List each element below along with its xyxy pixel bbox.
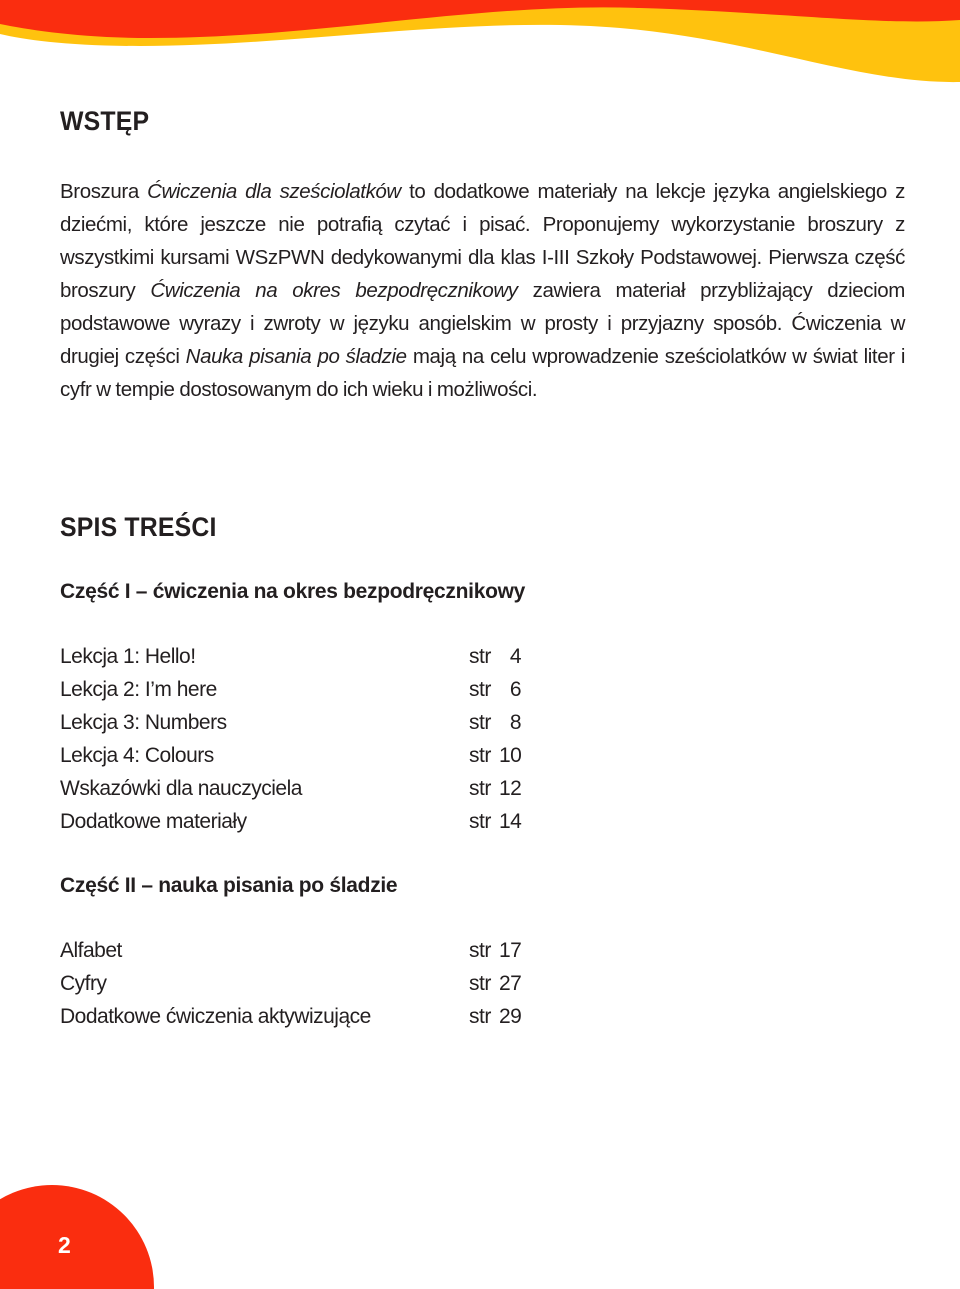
toc-entry-page: [469, 673, 529, 706]
toc-entry-label: Lekcja 2: I’m here: [60, 678, 217, 701]
toc-entry-page: [469, 805, 529, 838]
toc-entry: [60, 640, 905, 673]
toc-entry-page-number: 17: [499, 939, 522, 962]
toc-entry-page-prefix: str: [469, 711, 491, 734]
intro-text-1: Broszura: [60, 180, 148, 203]
toc-entry: [60, 934, 905, 967]
toc-part2-heading: Część II – nauka pisania po śladzie: [60, 874, 398, 897]
toc-entry-page-prefix: str: [469, 744, 491, 767]
intro-brochure-title: Ćwiczenia dla sześciolatków: [147, 180, 401, 203]
intro-text-3: zawiera materiał przybliżający dzieciom podstawowe wyrazy i zwroty w języku angielskim w prosty i przyjazny sposób. Ćwiczenia w drugiej części: [60, 279, 905, 368]
toc-entry-page-number: 27: [499, 972, 522, 995]
toc-entry-page-number: 29: [499, 1005, 522, 1028]
toc-entry-label: Dodatkowe ćwiczenia aktywizujące: [60, 1005, 371, 1028]
toc-part1-list: [60, 640, 905, 838]
toc-entry-page-number: 12: [499, 777, 522, 800]
intro-part2-title: Nauka pisania po śladzie: [185, 345, 407, 368]
toc-entry-page: [469, 967, 529, 1000]
toc-entry-page: [469, 706, 529, 739]
intro-text-4: mają na celu wprowadzenie sześciolatków w świat liter i cyfr w tempie dostosowanym do ich wieku i możliwości.: [60, 345, 905, 401]
toc-entry-page-number: 6: [509, 678, 521, 701]
toc-entry: [60, 1000, 905, 1033]
toc-entry-page-prefix: str: [469, 645, 491, 668]
toc-entry-page: [469, 772, 529, 805]
toc-entry-label: Lekcja 1: Hello!: [60, 645, 196, 668]
toc-entry-page: [469, 640, 529, 673]
toc-entry-page: [469, 1000, 529, 1033]
toc-entry-label: Cyfry: [60, 972, 107, 995]
toc-entry-page: [469, 739, 529, 772]
toc-entry: [60, 706, 905, 739]
toc-entry-page-prefix: str: [469, 1005, 491, 1028]
toc-entry-label: Alfabet: [60, 939, 122, 962]
toc-entry-page-number: 4: [509, 645, 521, 668]
toc-entry-page-prefix: str: [469, 939, 491, 962]
page-number: 2: [58, 1232, 71, 1258]
intro-paragraph: [60, 175, 905, 406]
toc-entry-page: [469, 934, 529, 967]
toc-entry-label: Wskazówki dla nauczyciela: [60, 777, 302, 800]
toc-entry: [60, 673, 905, 706]
toc-entry-page-prefix: str: [469, 777, 491, 800]
toc-part1-heading: Część I – ćwiczenia na okres bezpodręcznikowy: [60, 580, 526, 603]
toc-entry-page-prefix: str: [469, 972, 491, 995]
intro-part1-title: Ćwiczenia na okres bezpodręcznikowy: [150, 279, 518, 302]
toc-entry-page-number: 8: [509, 711, 521, 734]
toc-entry: [60, 967, 905, 1000]
toc-entry-label: Dodatkowe materiały: [60, 810, 247, 833]
corner-circle-decoration: [0, 1175, 160, 1289]
toc-entry: [60, 772, 905, 805]
intro-text-2: to dodatkowe materiały na lekcje języka angielskiego z dziećmi, które jeszcze nie potrafią czytać i pisać. Proponujemy wykorzystanie broszury z wszystkimi kursami WSzPWN dedykowanymi dla klas I-III Szkoły Podstawowej. Pierwsza część broszury: [60, 180, 905, 302]
page-content: [60, 100, 905, 1033]
toc-entry-page-number: 10: [499, 744, 522, 767]
toc-entry-page-number: 14: [499, 810, 522, 833]
toc-entry: [60, 805, 905, 838]
toc-entry-page-prefix: str: [469, 810, 491, 833]
toc-heading: SPIS TREŚCI: [60, 512, 217, 542]
toc-part2-list: [60, 934, 905, 1033]
toc-entry-label: Lekcja 3: Numbers: [60, 711, 227, 734]
toc-entry: [60, 739, 905, 772]
intro-heading: WSTĘP: [60, 106, 150, 136]
top-wave-decoration: [0, 0, 960, 90]
toc-entry-label: Lekcja 4: Colours: [60, 744, 214, 767]
toc-entry-page-prefix: str: [469, 678, 491, 701]
